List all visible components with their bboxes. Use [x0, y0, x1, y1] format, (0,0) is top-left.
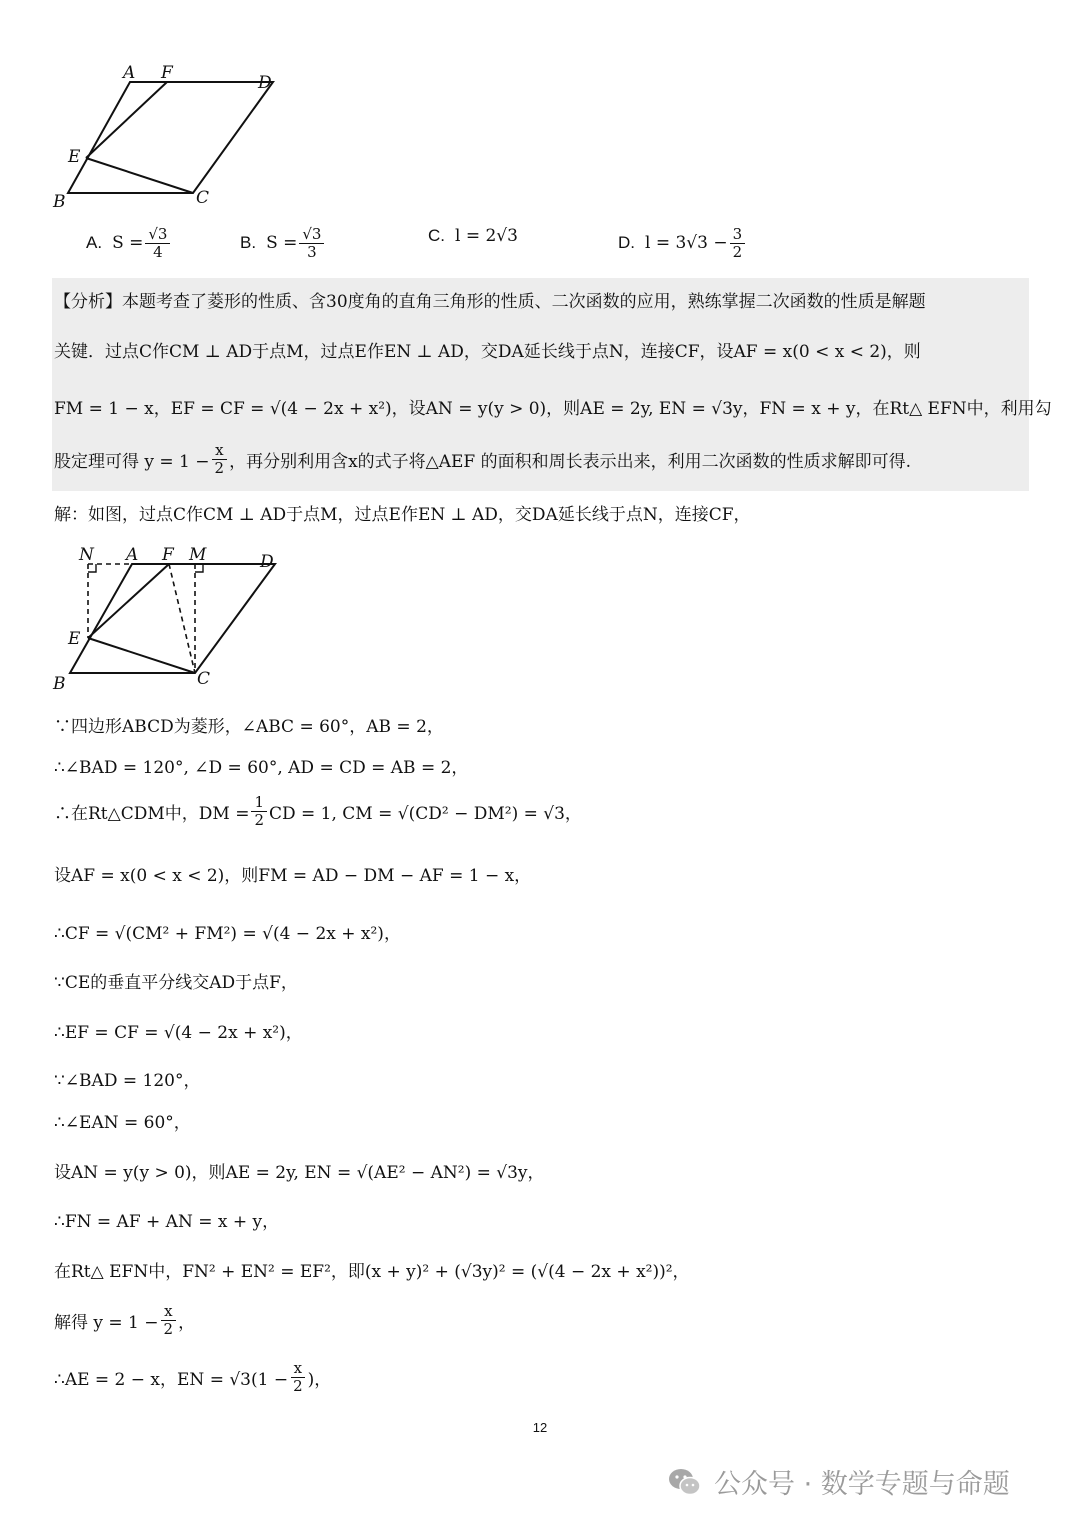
analysis-line-4-post: ，再分别利用含x的式子将△AEF 的面积和周长表示出来，利用二次函数的性质求解即可得. — [229, 451, 912, 472]
figure-rhombus-1 — [50, 60, 290, 220]
option-b — [240, 226, 326, 260]
label-D2: D — [260, 552, 274, 572]
option-a — [86, 226, 172, 260]
analysis-line-4-pre: 股定理可得 y = 1 − — [54, 451, 210, 472]
analysis-line-1: 【分析】本题考查了菱形的性质、含30度角的直角三角形的性质、二次函数的应用，熟练掌握二次函数的性质是解题 — [54, 292, 926, 312]
label-E2: E — [68, 629, 81, 649]
label-N: N — [79, 545, 94, 565]
label-C2: C — [197, 669, 211, 689]
step-3-post: CD = 1, CM = √(CD² − DM²) = √3， — [268, 803, 582, 824]
step-12: 在Rt△ EFN中，FN² + EN² = EF²，即(x + y)² + (√3y)² = (√(4 − 2x + x²))²， — [54, 1262, 690, 1282]
step-13 — [54, 1303, 195, 1337]
option-a-label: A. — [86, 233, 103, 252]
label-A2: A — [126, 545, 139, 565]
step-3 — [54, 794, 582, 828]
option-a-lhs: S = — [112, 233, 144, 253]
option-c-lhs: l = 2√3 — [455, 226, 518, 246]
step-14 — [54, 1360, 331, 1394]
step-7: ∴EF = CF = √(4 − 2x + x²)， — [54, 1023, 303, 1043]
option-c — [428, 226, 518, 246]
step-13-num: x — [161, 1303, 175, 1321]
step-13-pre: 解得 y = 1 − — [54, 1312, 159, 1333]
label-F: F — [161, 63, 173, 83]
step-2: ∴∠BAD = 120°, ∠D = 60°, AD = CD = AB = 2， — [54, 758, 469, 778]
solution-intro: 解：如图，过点C作CM ⊥ AD于点M，过点E作EN ⊥ AD，交DA延长线于点N，连接CF， — [54, 505, 751, 525]
wechat-icon — [668, 1467, 702, 1497]
label-D: D — [258, 73, 272, 93]
step-14-post: )， — [307, 1369, 332, 1390]
label-C: C — [196, 188, 210, 208]
option-b-label: B. — [240, 233, 257, 252]
analysis-frac-num: x — [212, 442, 226, 460]
watermark-text: 公众号 · 数学专题与命题 — [714, 1469, 1010, 1500]
step-10: 设AN = y(y > 0)，则AE = 2y, EN = √(AE² − AN²) = √3y， — [54, 1163, 545, 1183]
step-9: ∴∠EAN = 60°， — [54, 1113, 191, 1133]
step-11: ∴FN = AF + AN = x + y， — [54, 1212, 280, 1232]
option-d-num: 3 — [730, 226, 746, 244]
option-b-lhs: S = — [266, 233, 298, 253]
step-3-pre: ∴在Rt△CDM中，DM = — [54, 803, 250, 824]
step-3-den: 2 — [254, 810, 264, 829]
figure-rhombus-2 — [50, 540, 290, 695]
label-B: B — [53, 192, 66, 212]
option-c-label: C. — [428, 226, 445, 245]
step-14-den: 2 — [293, 1376, 303, 1395]
step-1: ∵四边形ABCD为菱形，∠ABC = 60°，AB = 2， — [54, 717, 444, 737]
page-number: 12 — [532, 1420, 548, 1435]
step-13-den: 2 — [163, 1319, 174, 1338]
option-d-den: 2 — [732, 242, 743, 261]
step-8: ∵∠BAD = 120°， — [54, 1071, 201, 1091]
option-a-num: √3 — [145, 226, 170, 244]
label-A: A — [123, 63, 136, 83]
option-a-den: 4 — [153, 242, 163, 261]
option-d-label: D. — [618, 233, 635, 252]
option-d-lhs: l = 3√3 − — [645, 233, 728, 253]
step-3-num: 1 — [251, 794, 267, 812]
step-5: ∴CF = √(CM² + FM²) = √(4 − 2x + x²)， — [54, 924, 401, 944]
analysis-line-2: 关键．过点C作CM ⊥ AD于点M，过点E作EN ⊥ AD，交DA延长线于点N，连接CF，设AF = x(0 < x < 2)，则 — [54, 342, 921, 362]
step-14-pre: ∴AE = 2 − x，EN = √3(1 − — [54, 1369, 289, 1390]
label-F2: F — [162, 545, 174, 565]
analysis-line-3: FM = 1 − x，EF = CF = √(4 − 2x + x²)，设AN = y(y > 0)，则AE = 2y, EN = √3y，FN = x + y，在Rt△ EFN中，利用勾 — [54, 399, 1052, 419]
step-6: ∵CE的垂直平分线交AD于点F， — [54, 973, 298, 993]
label-E: E — [68, 147, 81, 167]
option-b-den: 3 — [307, 242, 317, 261]
label-M: M — [189, 545, 207, 565]
step-14-num: x — [291, 1360, 305, 1378]
option-d — [618, 226, 747, 260]
analysis-line-4 — [54, 442, 911, 476]
label-B2: B — [53, 674, 66, 694]
option-b-num: √3 — [299, 226, 324, 244]
analysis-frac-den: 2 — [214, 458, 225, 477]
step-4: 设AF = x(0 < x < 2)，则FM = AD − DM − AF = 1 − x， — [54, 866, 532, 886]
step-13-post: ， — [178, 1312, 196, 1333]
watermark — [668, 1462, 1010, 1501]
